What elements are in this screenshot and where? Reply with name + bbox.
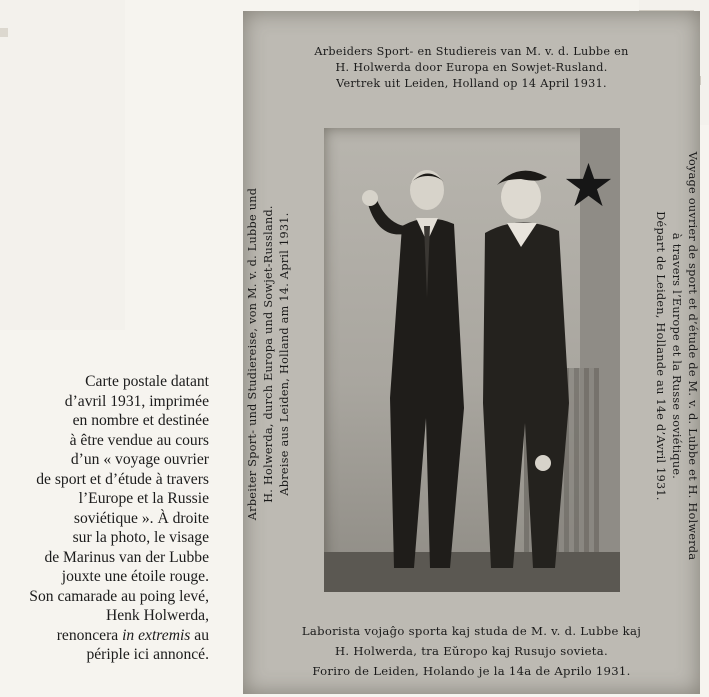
caption-line: en nombre et destinée <box>72 412 209 429</box>
caption-line: Carte postale datant <box>85 373 209 390</box>
french-line: Voyage ouvrier de sport et d’étude de M. v. d. Lubbe et H. Holwerda <box>686 151 699 561</box>
caption-text: au <box>190 626 209 644</box>
caption-line: d’avril 1931, imprimée <box>64 392 209 410</box>
photo-caption <box>0 372 209 665</box>
caption-line: sur la photo, le visage <box>72 529 209 546</box>
caption-line: de Marinus van der Lubbe <box>44 548 209 566</box>
facing-page-left <box>0 0 125 330</box>
caption-line: de sport et d’étude à travers <box>36 470 209 488</box>
caption-italic: in extremis <box>122 626 191 644</box>
french-line: Départ de Leiden, Hollande au 14e d’Avril 1931. <box>654 211 667 501</box>
german-line: H. Holwerda, durch Europa und Sowjet-Russland. <box>262 205 275 503</box>
man-van-der-lubbe <box>449 163 599 588</box>
dutch-line: H. Holwerda door Europa en Sowjet-Rusland. <box>335 61 608 74</box>
caption-line: soviétique ». À droite <box>73 509 209 527</box>
portrait-photo <box>324 128 620 592</box>
esperanto-line: Laborista vojaĝo sporta kaj studa de M. v. d. Lubbe kaj <box>301 624 642 638</box>
german-rotated <box>245 149 293 559</box>
german-line: Abreise aus Leiden, Holland am 14. April 1931. <box>278 212 291 496</box>
french-line: à travers l’Europe et la Russe soviétique. <box>670 232 683 480</box>
caption-line: jouxte une étoile rouge. <box>61 568 209 585</box>
french-rotated <box>652 126 700 586</box>
caption-line <box>0 626 209 646</box>
esperanto-text <box>243 621 700 681</box>
caption-line: Son camarade au poing levé, <box>29 587 209 605</box>
caption-line: d’un « voyage ouvrier <box>70 451 209 468</box>
caption-line: à être vendue au cours <box>69 431 209 449</box>
dutch-text <box>243 44 700 92</box>
esperanto-line: H. Holwerda, tra Eŭropo kaj Rusujo sovieta. <box>335 644 608 658</box>
caption-line: périple ici annoncé. <box>86 646 209 663</box>
caption-text: renoncera <box>56 626 123 644</box>
german-line: Arbeiter Sport- und Studiereise, von M. v. d. Lubbe und <box>246 187 259 521</box>
caption-line: Henk Holwerda, <box>105 607 209 624</box>
postcard <box>243 11 700 694</box>
dutch-line: Vertrek uit Leiden, Holland op 14 April 1931. <box>336 77 607 90</box>
caption-line: l’Europe et la Russie <box>78 490 209 507</box>
esperanto-line: Foriro de Leiden, Holando je la 14a de Aprilo 1931. <box>312 664 631 678</box>
dutch-line: Arbeiders Sport- en Studiereis van M. v. d. Lubbe en <box>314 45 629 58</box>
